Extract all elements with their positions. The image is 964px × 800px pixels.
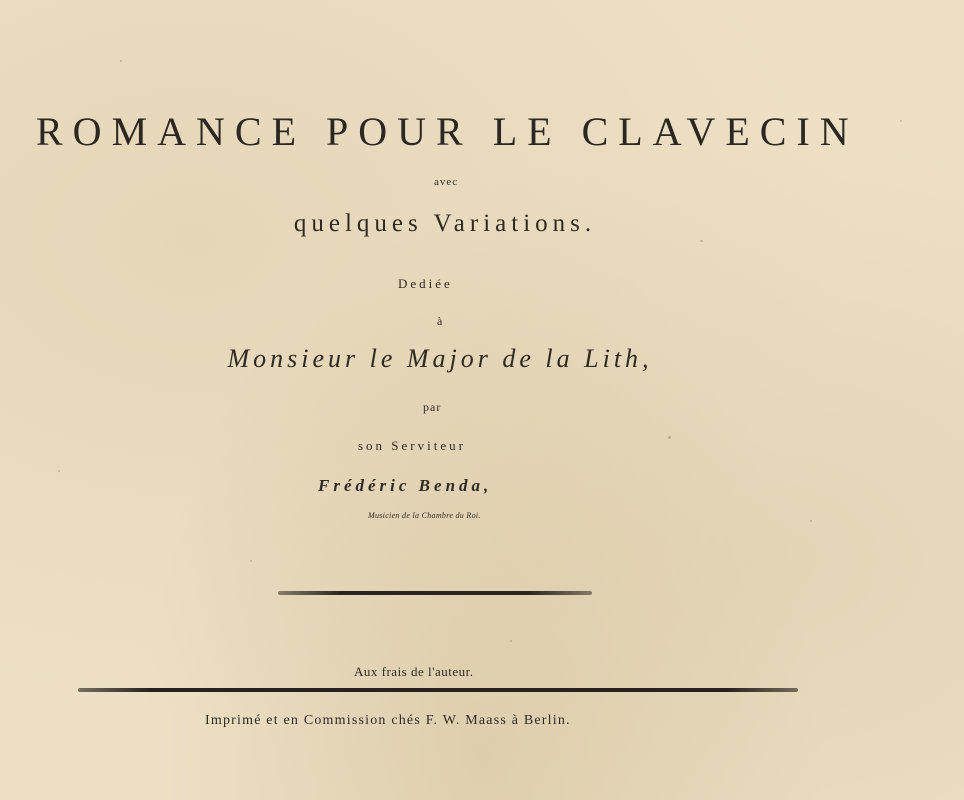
paper-speck (700, 240, 703, 242)
work-title: ROMANCE POUR LE CLAVECIN (36, 109, 859, 154)
paper-speck (120, 60, 122, 62)
par-text: par (423, 400, 442, 414)
paper-speck (668, 436, 671, 439)
subtitle: quelques Variations. (293, 210, 597, 237)
dediee-text: Dediée (398, 276, 453, 291)
avec-text: avec (434, 176, 459, 188)
composer-name: Frédéric Benda, (318, 476, 493, 495)
dedicatee: Monsieur le Major de la Lith, (227, 344, 653, 373)
composer-title: Musicien de la Chambre du Roi. (368, 511, 481, 520)
paper-speck (510, 640, 512, 642)
paper-speck (900, 120, 902, 122)
decorative-rule-short (278, 591, 592, 595)
imprint: Imprimé et en Commission chés F. W. Maass à Berlin. (205, 713, 571, 728)
paper-speck (810, 520, 812, 522)
serviteur-text: son Serviteur (358, 438, 466, 453)
paper-speck (58, 470, 60, 472)
paper-speck (250, 560, 252, 562)
a-text: à (437, 314, 443, 328)
decorative-rule-long (78, 688, 798, 692)
publication-note: Aux frais de l'auteur. (354, 664, 474, 679)
